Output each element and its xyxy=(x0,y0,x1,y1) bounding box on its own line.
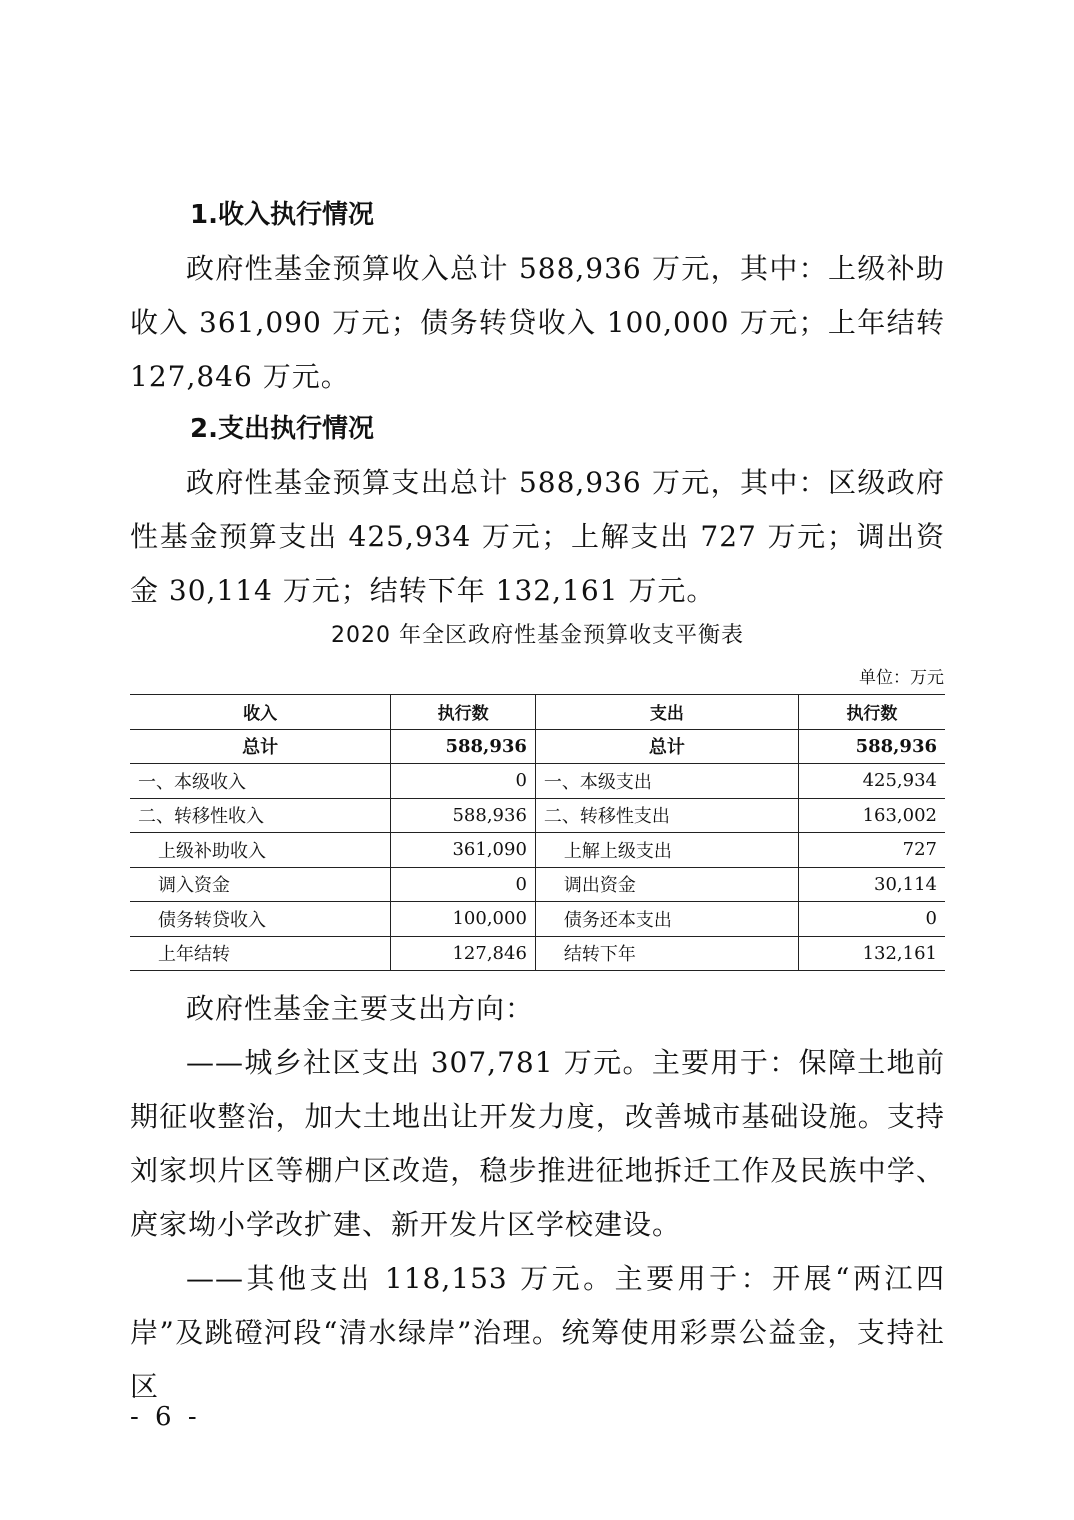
expense-value: 727 xyxy=(798,833,945,868)
income-label: 一、本级收入 xyxy=(130,764,391,799)
expense-label: 上解上级支出 xyxy=(535,833,798,868)
total-expense-value: 588,936 xyxy=(798,729,945,764)
income-label: 调入资金 xyxy=(130,867,391,902)
expense-label: 债务还本支出 xyxy=(535,902,798,937)
total-expense-label: 总计 xyxy=(535,729,798,764)
income-label: 上年结转 xyxy=(130,936,391,971)
income-value: 100,000 xyxy=(391,902,536,937)
header-expense-value: 执行数 xyxy=(798,695,945,730)
expense-value: 0 xyxy=(798,902,945,937)
header-income: 收入 xyxy=(130,695,391,730)
table-header-row xyxy=(130,695,945,730)
expense-value: 30,114 xyxy=(798,867,945,902)
income-value: 361,090 xyxy=(391,833,536,868)
income-label: 债务转贷收入 xyxy=(130,902,391,937)
direction-item-other: ——其他支出 118,153 万元。主要用于：开展“两江四岸”及跳磴河段“清水绿岸”治理。统筹使用彩票公益金，支持社区 xyxy=(130,1262,945,1403)
table-total-row xyxy=(130,729,945,764)
directions-intro: 政府性基金主要支出方向： xyxy=(186,992,535,1025)
direction-item-urban: ——城乡社区支出 307,781 万元。主要用于：保障土地前期征收整治，加大土地出让开发力度，改善城市基础设施。支持刘家坝片区等棚户区改造，稳步推进征地拆迁工作及民族中学、庹家坳小学改扩建、新开发片区学校建设。 xyxy=(130,1046,945,1241)
header-income-value: 执行数 xyxy=(391,695,536,730)
table-row xyxy=(130,867,945,902)
section-heading-expense: 2.支出执行情况 xyxy=(190,414,374,444)
income-label: 上级补助收入 xyxy=(130,833,391,868)
income-value: 127,846 xyxy=(391,936,536,971)
table-row xyxy=(130,902,945,937)
expense-label: 一、本级支出 xyxy=(535,764,798,799)
expense-value: 425,934 xyxy=(798,764,945,799)
income-paragraph: 政府性基金预算收入总计 588,936 万元，其中：上级补助收入 361,090 万元；债务转贷收入 100,000 万元；上年结转 127,846 万元。 xyxy=(130,252,945,393)
income-label: 二、转移性收入 xyxy=(130,798,391,833)
expense-label: 结转下年 xyxy=(535,936,798,971)
table-row xyxy=(130,936,945,971)
total-income-label: 总计 xyxy=(130,729,391,764)
total-income-value: 588,936 xyxy=(391,729,536,764)
expense-value: 163,002 xyxy=(798,798,945,833)
expense-value: 132,161 xyxy=(798,936,945,971)
section-heading-income: 1.收入执行情况 xyxy=(190,200,374,230)
expense-label: 二、转移性支出 xyxy=(535,798,798,833)
income-value: 0 xyxy=(391,764,536,799)
table-title: 2020 年全区政府性基金预算收支平衡表 xyxy=(331,623,744,648)
expense-paragraph: 政府性基金预算支出总计 588,936 万元，其中：区级政府性基金预算支出 425,934 万元；上解支出 727 万元；调出资金 30,114 万元；结转下年 132,161 万元。 xyxy=(130,466,945,607)
income-value: 588,936 xyxy=(391,798,536,833)
table-row xyxy=(130,798,945,833)
page-number: - 6 - xyxy=(130,1402,201,1432)
expense-label: 调出资金 xyxy=(535,867,798,902)
balance-table xyxy=(130,694,945,971)
income-value: 0 xyxy=(391,867,536,902)
header-expense: 支出 xyxy=(535,695,798,730)
table-row xyxy=(130,833,945,868)
table-unit: 单位：万元 xyxy=(859,668,944,688)
table-row xyxy=(130,764,945,799)
